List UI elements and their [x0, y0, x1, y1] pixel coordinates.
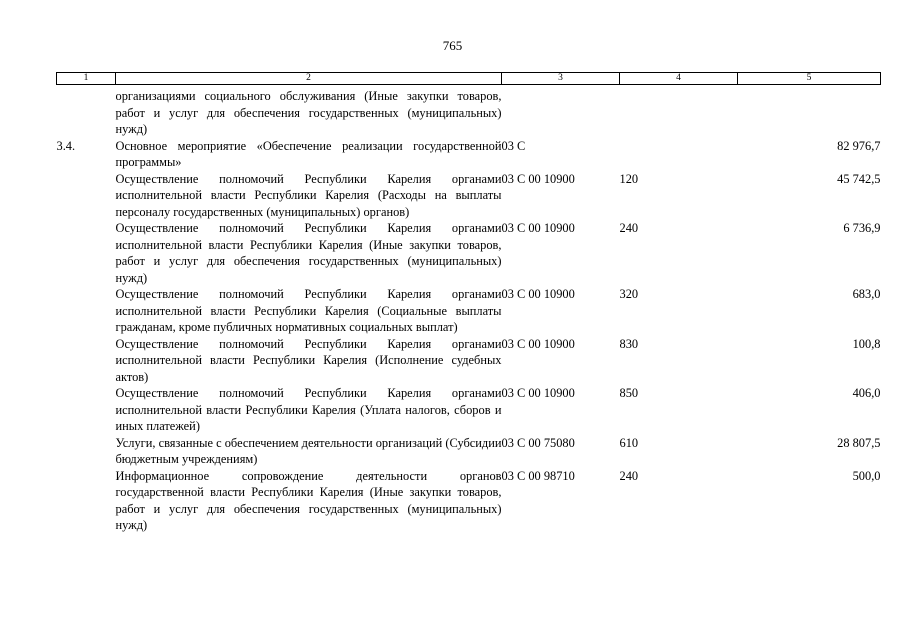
row-target-code: 03 С	[501, 138, 526, 153]
budget-table	[56, 72, 881, 534]
row-target-code: 03 С 00 10900	[501, 287, 575, 301]
row-name: Основное мероприятие «Обеспечение реализации государственной программы»	[115, 138, 502, 169]
row-target-code: 03 С 00 75080	[501, 435, 575, 450]
header-row	[57, 73, 881, 85]
row-expense-kind: 320	[619, 287, 639, 301]
row-number	[57, 385, 116, 435]
row-number	[57, 435, 116, 468]
header-cell-2: 2	[116, 73, 502, 85]
row-number	[57, 468, 116, 534]
row-name: Осуществление полномочий Республики Карелия органами исполнительной власти Республики Карелия (Иные закупки товаров, работ и услуг для обеспечения государственных (муниципальных) нужд)	[115, 221, 502, 285]
row-amount: 6 736,9	[843, 221, 881, 235]
table-row	[57, 85, 881, 138]
row-name: Услуги, связанные с обеспечением деятельности организаций (Субсидии бюджетным учреждениям)	[115, 435, 502, 466]
row-target-code: 03 С 00 10900	[501, 386, 575, 400]
header-cell-4: 4	[620, 73, 738, 85]
row-number	[57, 336, 116, 386]
row-target-code: 03 С 00 10900	[501, 336, 575, 351]
row-number	[57, 286, 116, 336]
row-number	[57, 171, 116, 221]
row-expense-kind: 830	[619, 336, 639, 351]
row-name: Осуществление полномочий Республики Карелия органами исполнительной власти Республики Карелия (Уплата налогов, сборов и иных платежей)	[115, 386, 502, 433]
row-expense-kind: 610	[619, 435, 639, 450]
row-amount: 28 807,5	[837, 435, 881, 450]
table-row	[57, 138, 881, 171]
row-amount: 100,8	[852, 336, 881, 351]
row-number	[57, 220, 116, 286]
row-name: организациями социального обслуживания (Иные закупки товаров, работ и услуг для обеспечения государственных (муниципальных) нужд)	[115, 89, 502, 136]
table-row	[57, 468, 881, 534]
table-row	[57, 435, 881, 468]
row-amount	[738, 85, 881, 138]
row-name: Осуществление полномочий Республики Карелия органами исполнительной власти Республики Карелия (Исполнение судебных актов)	[115, 336, 502, 384]
row-target-code	[502, 85, 620, 138]
row-amount: 500,0	[852, 468, 881, 483]
header-cell-5: 5	[738, 73, 881, 85]
row-number: 3.4.	[56, 138, 76, 153]
row-expense-kind: 850	[619, 386, 639, 400]
row-amount: 82 976,7	[837, 138, 881, 153]
header-cell-3: 3	[502, 73, 620, 85]
page-number: 765	[442, 38, 463, 53]
row-expense-kind: 240	[619, 221, 639, 235]
row-name: Информационное сопровождение деятельности органов государственной власти Республики Карелия (Иные закупки товаров, работ и услуг для обеспечения государственных (муниципальных) нужд)	[115, 468, 502, 532]
row-amount: 406,0	[852, 386, 881, 400]
row-target-code: 03 С 00 98710	[501, 468, 575, 483]
row-name: Осуществление полномочий Республики Карелия органами исполнительной власти Республики Карелия (Расходы на выплаты персоналу государственных (муниципальных) органов)	[115, 171, 502, 219]
row-expense-kind	[620, 85, 738, 138]
table-row	[57, 286, 881, 336]
table-row	[57, 336, 881, 386]
table-row	[57, 220, 881, 286]
table-row	[57, 385, 881, 435]
row-expense-kind: 120	[619, 171, 639, 186]
row-expense-kind: 240	[619, 468, 639, 483]
row-amount: 683,0	[852, 287, 881, 301]
row-target-code: 03 С 00 10900	[501, 221, 575, 235]
row-target-code: 03 С 00 10900	[501, 171, 575, 186]
table-row	[57, 171, 881, 221]
row-amount: 45 742,5	[837, 171, 881, 186]
row-name: Осуществление полномочий Республики Карелия органами исполнительной власти Республики Карелия (Социальные выплаты гражданам, кроме публичных нормативных социальных выплат)	[115, 287, 502, 334]
row-expense-kind	[620, 138, 738, 171]
row-number	[57, 85, 116, 138]
header-cell-1: 1	[57, 73, 116, 85]
